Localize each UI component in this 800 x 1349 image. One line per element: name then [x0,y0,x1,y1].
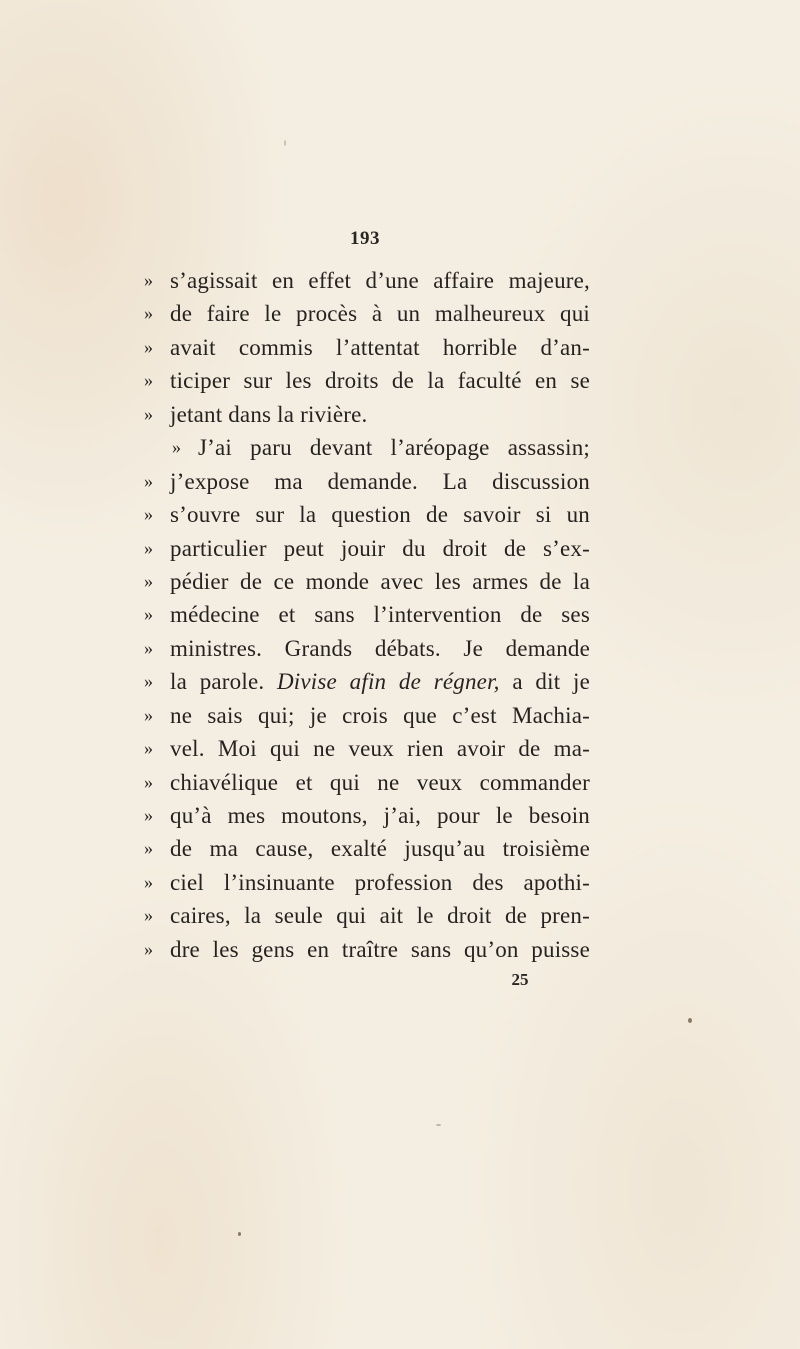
quote-mark: » [144,838,153,859]
line-text: ministres. Grands débats. Je demande [170,635,590,661]
line-text: chiavélique et qui ne veux commander [170,769,590,795]
text-line [144,933,590,966]
line-text: pédier de ce monde avec les armes de la [170,568,590,594]
line-text: ciel l’insinuante profession des apothi- [170,869,590,895]
line-text: ticiper sur les droits de la faculté en se [170,368,590,394]
quote-mark: » [144,905,153,926]
text-line [144,598,590,631]
paper-speck [436,1124,441,1126]
line-text-after: a dit je [499,669,590,695]
text-line [144,766,590,799]
quote-mark: » [144,470,153,491]
line-text: particulier peut jouir du droit de s’ex- [170,535,590,561]
quote-mark: » [144,805,153,825]
text-line [144,297,590,330]
line-text: caires, la seule qui ait le droit de pren- [170,903,590,929]
page-number: 193 [350,228,380,249]
quote-mark: » [144,671,153,692]
quote-mark: » [144,570,153,591]
text-line [144,398,590,431]
quote-mark: » [144,270,153,290]
text-line [144,866,590,899]
line-text: médecine et sans l’intervention de ses [170,602,590,628]
text-line [144,331,590,364]
line-text: s’agissait en effet d’une affaire majeure, [170,268,590,293]
paper-speck [238,1232,241,1236]
quote-mark: » [144,303,153,324]
text-line [144,732,590,765]
line-text: ne sais qui; je crois que c’est Machia- [170,702,590,728]
quote-mark: » [144,336,153,357]
text-line [144,532,590,565]
line-text: vel. Moi qui ne veux rien avoir de ma- [170,736,590,762]
text-line [144,431,590,464]
quote-mark: » [144,704,153,725]
text-line [144,799,590,832]
line-text: de ma cause, exalté jusqu’au troisième [170,836,590,862]
text-line [144,465,590,498]
text-line [144,264,590,297]
text-line [144,699,590,732]
line-text [170,665,590,698]
line-text: dre les gens en traître sans qu’on puisse [170,936,590,962]
signature-mark: 25 [511,970,529,989]
paper-speck [284,140,286,146]
line-text: s’ouvre sur la question de savoir si un [170,502,590,528]
quote-mark: » [144,604,153,625]
line-text: avait commis l’attentat horrible d’an- [170,334,590,360]
text-line [144,364,590,397]
text-line [144,832,590,865]
quote-mark: » [144,537,153,558]
line-text: J’ai paru devant l’aréopage assassin; [198,435,590,461]
text-line [144,632,590,665]
italic-quote: Divise afin de régner, [277,669,500,695]
line-text: jetant dans la rivière. [170,401,368,427]
line-text: qu’à mes moutons, j’ai, pour le besoin [170,803,590,828]
quote-mark: » [172,437,181,458]
quote-mark: » [144,370,153,391]
quote-mark: » [144,938,153,959]
body-text [144,264,590,966]
text-line [144,899,590,932]
quote-mark: » [144,738,153,759]
paper-speck [688,1018,692,1023]
text-line [144,665,590,698]
quote-mark: » [144,871,153,892]
line-text-before: la parole. [170,669,277,695]
quote-mark: » [144,771,153,792]
line-text: j’expose ma demande. La discussion [170,468,590,494]
quote-mark: » [144,637,153,658]
quote-mark: » [144,403,153,424]
text-line [144,498,590,531]
text-line [144,565,590,598]
quote-mark: » [144,504,153,525]
line-text: de faire le procès à un malheureux qui [170,301,590,327]
